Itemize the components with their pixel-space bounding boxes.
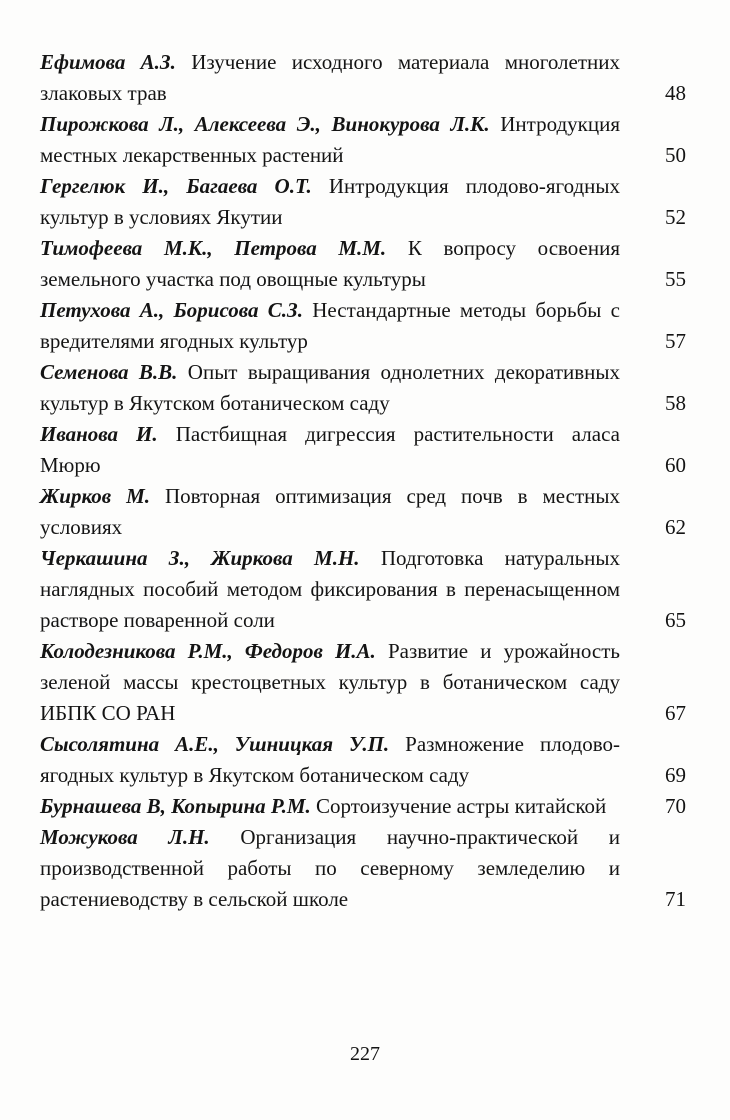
toc-entry-title: Повторная оптимизация сред почв в местных условиях: [40, 484, 620, 539]
toc-entry-authors: Петухова А., Борисова С.З.: [40, 298, 303, 322]
toc-entry-title: Пастбищная дигрессия растительности аласа Мюрю: [40, 422, 621, 477]
toc-entry-authors: Ефимова А.З.: [40, 50, 176, 74]
toc-entry-authors: Колодезникова Р.М., Федоров И.А.: [40, 639, 376, 663]
toc-entry-title: Опыт выращивания однолетних декоративных культур в Якутском ботаническом саду: [40, 360, 620, 415]
toc-entry-page-number: 69: [665, 763, 686, 787]
toc-entry-title: Сортоизучение астры китайской: [316, 794, 607, 818]
toc-entry-title: Размножение плодово-ягодных культур в Якутском ботаническом саду: [40, 732, 621, 787]
toc-entry-text: [40, 543, 620, 636]
toc-entry: [40, 171, 690, 233]
toc-entry-text: [40, 295, 620, 357]
toc-entry-page-number: 57: [665, 329, 686, 353]
toc-entry-page-number: 58: [665, 391, 686, 415]
toc-entry: [40, 822, 690, 915]
toc-entry-page-number: 70: [665, 794, 686, 818]
toc-entry-title: Подготовка натуральных наглядных пособий методом фиксирования в перенасыщенном растворе поваренной соли: [40, 546, 621, 632]
toc-entry-text: [40, 109, 620, 171]
toc-entry-authors: Семенова В.В.: [40, 360, 178, 384]
toc-entry: [40, 543, 690, 636]
toc-entry-authors: Пирожкова Л., Алексеева Э., Винокурова Л.К.: [40, 112, 490, 136]
toc-entry-page-number: 48: [665, 81, 686, 105]
toc-entry: [40, 791, 690, 822]
toc-entry-text: [40, 47, 620, 109]
toc-entry-authors: Можукова Л.Н.: [40, 825, 210, 849]
toc-entry-text: [40, 822, 620, 915]
toc-entry-page-number: 65: [665, 608, 686, 632]
toc-entry-title: К вопросу освоения земельного участка под овощные культуры: [40, 236, 620, 291]
toc-entry-title: Нестандартные методы борьбы с вредителями ягодных культур: [40, 298, 620, 353]
page-number-footer: 227: [350, 1043, 380, 1065]
toc-entry-authors: Иванова И.: [40, 422, 158, 446]
toc-entry-text: [40, 481, 620, 543]
toc-entry-text: [40, 171, 620, 233]
toc-entry-page-number: 55: [665, 267, 686, 291]
toc-entry-authors: Черкашина З., Жиркова М.Н.: [40, 546, 360, 570]
toc-entry-text: [40, 729, 620, 791]
toc-entry: [40, 481, 690, 543]
toc-entry-page-number: 50: [665, 143, 686, 167]
toc-entry-text: [40, 233, 620, 295]
toc-entry-page-number: 71: [665, 887, 686, 911]
toc-entry: [40, 295, 690, 357]
toc-entry-page-number: 52: [665, 205, 686, 229]
toc-entry-authors: Жирков М.: [40, 484, 151, 508]
toc-entry-text: [40, 791, 620, 822]
toc-entry-title: Развитие и урожайность зеленой массы крестоцветных культур в ботаническом саду ИБПК СО РАН: [40, 639, 620, 725]
toc-entry-page-number: 60: [665, 453, 686, 477]
toc-entry-title: Интродукция местных лекарственных растений: [40, 112, 621, 167]
toc-entry-authors: Сысолятина А.Е., Ушницкая У.П.: [40, 732, 390, 756]
toc-entry-authors: Бурнашева В, Копырина Р.М.: [40, 794, 311, 818]
toc-entry-authors: Гергелюк И., Багаева О.Т.: [40, 174, 312, 198]
toc-entry-text: [40, 419, 620, 481]
toc-entry: [40, 109, 690, 171]
toc-entry-title: Интродукция плодово-ягодных культур в условиях Якутии: [40, 174, 621, 229]
toc-entry-title: Организация научно-практической и производственной работы по северному земледелию и растениеводству в сельской школе: [40, 825, 621, 911]
toc-entry: [40, 729, 690, 791]
toc-entry-page-number: 67: [665, 701, 686, 725]
toc-entry: [40, 636, 690, 729]
toc-entry-text: [40, 636, 620, 729]
toc-entry-page-number: 62: [665, 515, 686, 539]
toc-entry-authors: Тимофеева М.К., Петрова М.М.: [40, 236, 387, 260]
toc-entry: [40, 47, 690, 109]
toc-entry: [40, 357, 690, 419]
toc-entry-text: [40, 357, 620, 419]
table-of-contents: [40, 47, 690, 915]
toc-entry: [40, 419, 690, 481]
toc-entry: [40, 233, 690, 295]
toc-entry-title: Изучение исходного материала многолетних злаковых трав: [40, 50, 620, 105]
